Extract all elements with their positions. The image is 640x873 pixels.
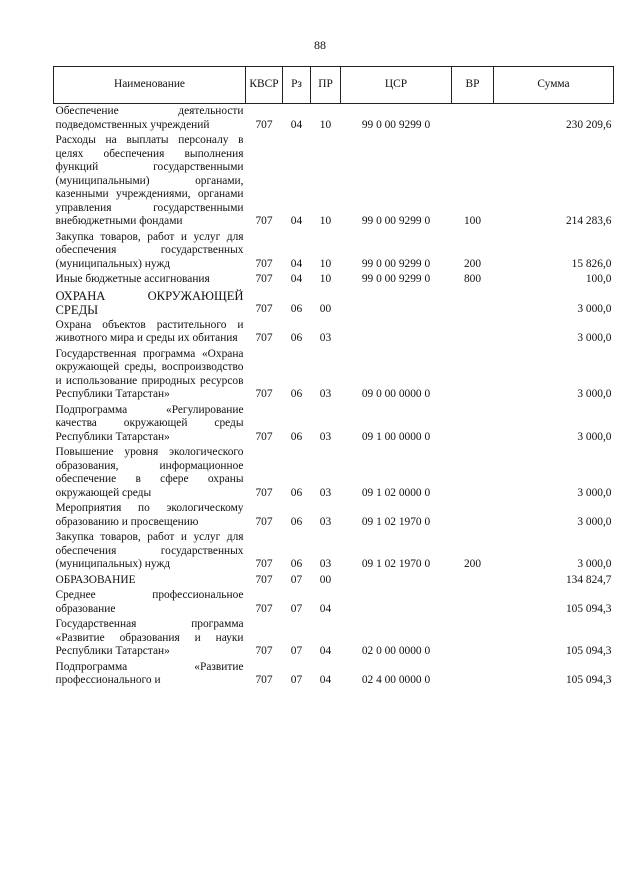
row-pr: 10 [319, 118, 332, 131]
row-sum: 105 094,3 [565, 602, 612, 615]
row-rz: 06 [290, 486, 303, 499]
row-kvsr: 707 [255, 430, 273, 443]
row-kvsr: 707 [255, 388, 273, 400]
table-body [54, 104, 614, 689]
row-vr [452, 288, 494, 318]
table-row [54, 588, 614, 617]
budget-table [53, 66, 614, 689]
row-rz: 06 [290, 515, 303, 528]
row-rz: 07 [290, 645, 303, 657]
row-sum: 3 000,0 [577, 558, 612, 570]
row-csr: 99 0 00 9299 0 [361, 118, 431, 131]
row-kvsr: 707 [255, 273, 273, 285]
row-csr [341, 588, 452, 617]
row-rz: 06 [290, 558, 303, 570]
row-vr: 100 [463, 215, 482, 227]
row-csr [341, 318, 452, 347]
row-csr: 99 0 00 9299 0 [361, 215, 431, 227]
row-vr [452, 501, 494, 530]
row-vr [452, 318, 494, 347]
row-name: ОХРАНА ОКРУЖАЮЩЕЙ СРЕДЫ [55, 288, 244, 317]
row-rz: 04 [290, 257, 303, 270]
row-pr: 03 [319, 486, 332, 499]
row-kvsr: 707 [255, 303, 273, 315]
row-csr: 99 0 00 9299 0 [361, 273, 431, 285]
row-vr [452, 617, 494, 660]
row-kvsr: 707 [255, 215, 273, 227]
row-name: Закупка товаров, работ и услуг для обеспечения государственных (муниципальных) нужд [55, 531, 244, 570]
row-sum: 3 000,0 [577, 486, 612, 499]
row-vr [452, 445, 494, 501]
row-vr [452, 403, 494, 446]
row-name: Иные бюджетные ассигнования [55, 273, 210, 285]
row-sum: 15 826,0 [571, 257, 612, 270]
row-kvsr: 707 [255, 674, 273, 686]
row-rz: 04 [290, 118, 303, 131]
row-csr: 02 4 00 0000 0 [361, 674, 431, 686]
table-header [54, 67, 614, 104]
row-pr: 03 [319, 332, 332, 344]
row-csr: 09 1 02 1970 0 [361, 515, 431, 528]
row-kvsr: 707 [255, 558, 273, 570]
row-pr: 03 [319, 388, 332, 400]
table-row [54, 617, 614, 660]
row-rz: 06 [290, 332, 303, 344]
row-pr: 00 [319, 303, 332, 315]
row-name: Повышение уровня экологического образования, информационное обеспечение в сфере охраны окружающей среды [55, 446, 244, 499]
row-rz: 07 [290, 674, 303, 686]
row-sum: 100,0 [585, 273, 612, 285]
header-csr: ЦСР [341, 67, 452, 104]
row-csr: 99 0 00 9299 0 [361, 257, 431, 270]
row-pr: 03 [319, 430, 332, 443]
row-pr: 10 [319, 215, 332, 227]
row-name: Среднее профессиональное образование [55, 589, 244, 615]
row-csr [341, 573, 452, 589]
table-row [54, 445, 614, 501]
table-row [54, 318, 614, 347]
row-sum: 3 000,0 [577, 388, 612, 400]
row-name: ОБРАЗОВАНИЕ [55, 573, 136, 586]
table-row [54, 501, 614, 530]
row-name: Подпрограмма «Развитие профессионального и [55, 660, 244, 686]
row-csr: 02 0 00 0000 0 [361, 645, 431, 657]
row-kvsr: 707 [255, 515, 273, 528]
row-rz: 07 [290, 602, 303, 615]
row-vr [452, 347, 494, 403]
row-pr: 04 [319, 602, 332, 615]
row-kvsr: 707 [255, 602, 273, 615]
table-row [54, 660, 614, 689]
table-row [54, 403, 614, 446]
row-name: Государственная программа «Охрана окружающей среды, воспроизводство и использование природных ресурсов Республики Татарстан» [55, 347, 244, 400]
row-sum: 105 094,3 [565, 674, 612, 686]
row-name: Охрана объектов растительного и животного мира и среды их обитания [55, 318, 244, 344]
table-row [54, 104, 614, 134]
row-rz: 06 [290, 388, 303, 400]
row-csr [341, 288, 452, 318]
row-pr: 04 [319, 674, 332, 686]
row-sum: 105 094,3 [565, 645, 612, 657]
header-kvsr: КВСР [246, 67, 283, 104]
table-row [54, 288, 614, 318]
row-name: Подпрограмма «Регулирование качества окружающей среды Республики Татарстан» [55, 403, 244, 443]
row-sum: 134 824,7 [565, 573, 612, 586]
table-row [54, 230, 614, 273]
row-rz: 06 [290, 303, 303, 315]
row-vr [452, 660, 494, 689]
row-rz: 07 [290, 573, 303, 586]
row-rz: 04 [290, 215, 303, 227]
header-sum: Сумма [494, 67, 614, 104]
row-kvsr: 707 [255, 332, 273, 344]
row-csr: 09 0 00 0000 0 [361, 388, 431, 400]
row-sum: 230 209,6 [565, 118, 612, 131]
table-row [54, 573, 614, 589]
row-pr: 00 [319, 573, 332, 586]
row-vr: 200 [463, 257, 482, 270]
row-pr: 10 [319, 257, 332, 270]
row-sum: 3 000,0 [577, 332, 612, 344]
row-name: Расходы на выплаты персоналу в целях обеспечения выполнения функций государственными (муниципальными) органами, казенными учреждениями, органами управления государственными внебюджетными фондами [55, 134, 244, 227]
row-pr: 04 [319, 645, 332, 657]
row-rz: 06 [290, 430, 303, 443]
row-vr: 200 [463, 558, 482, 570]
row-kvsr: 707 [255, 573, 273, 586]
row-kvsr: 707 [255, 118, 273, 131]
row-vr [452, 588, 494, 617]
row-sum: 214 283,6 [565, 215, 612, 227]
table-row [54, 133, 614, 230]
row-csr: 09 1 02 0000 0 [361, 486, 431, 499]
row-name: Государственная программа «Развитие образования и науки Республики Татарстан» [55, 618, 244, 657]
row-sum: 3 000,0 [577, 303, 612, 315]
row-vr: 800 [463, 273, 482, 285]
row-kvsr: 707 [255, 257, 273, 270]
row-sum: 3 000,0 [577, 430, 612, 443]
row-name: Мероприятия по экологическому образованию и просвещению [55, 502, 244, 528]
header-name: Наименование [54, 67, 246, 104]
row-pr: 03 [319, 558, 332, 570]
row-kvsr: 707 [255, 645, 273, 657]
table-row [54, 530, 614, 573]
row-name: Закупка товаров, работ и услуг для обеспечения государственных (муниципальных) нужд [55, 230, 244, 270]
header-pr: ПР [311, 67, 341, 104]
row-csr: 09 1 00 0000 0 [361, 430, 431, 443]
table-row [54, 272, 614, 288]
row-pr: 03 [319, 515, 332, 528]
page-number: 88 [314, 38, 326, 52]
row-vr [452, 573, 494, 589]
row-name: Обеспечение деятельности подведомственных учреждений [55, 105, 244, 131]
row-pr: 10 [319, 273, 332, 285]
header-rz: Рз [283, 67, 311, 104]
row-csr: 09 1 02 1970 0 [361, 558, 431, 570]
row-rz: 04 [290, 273, 303, 285]
table-row [54, 347, 614, 403]
header-vr: ВР [452, 67, 494, 104]
row-kvsr: 707 [255, 486, 273, 499]
row-sum: 3 000,0 [577, 515, 612, 528]
row-vr [452, 104, 494, 134]
